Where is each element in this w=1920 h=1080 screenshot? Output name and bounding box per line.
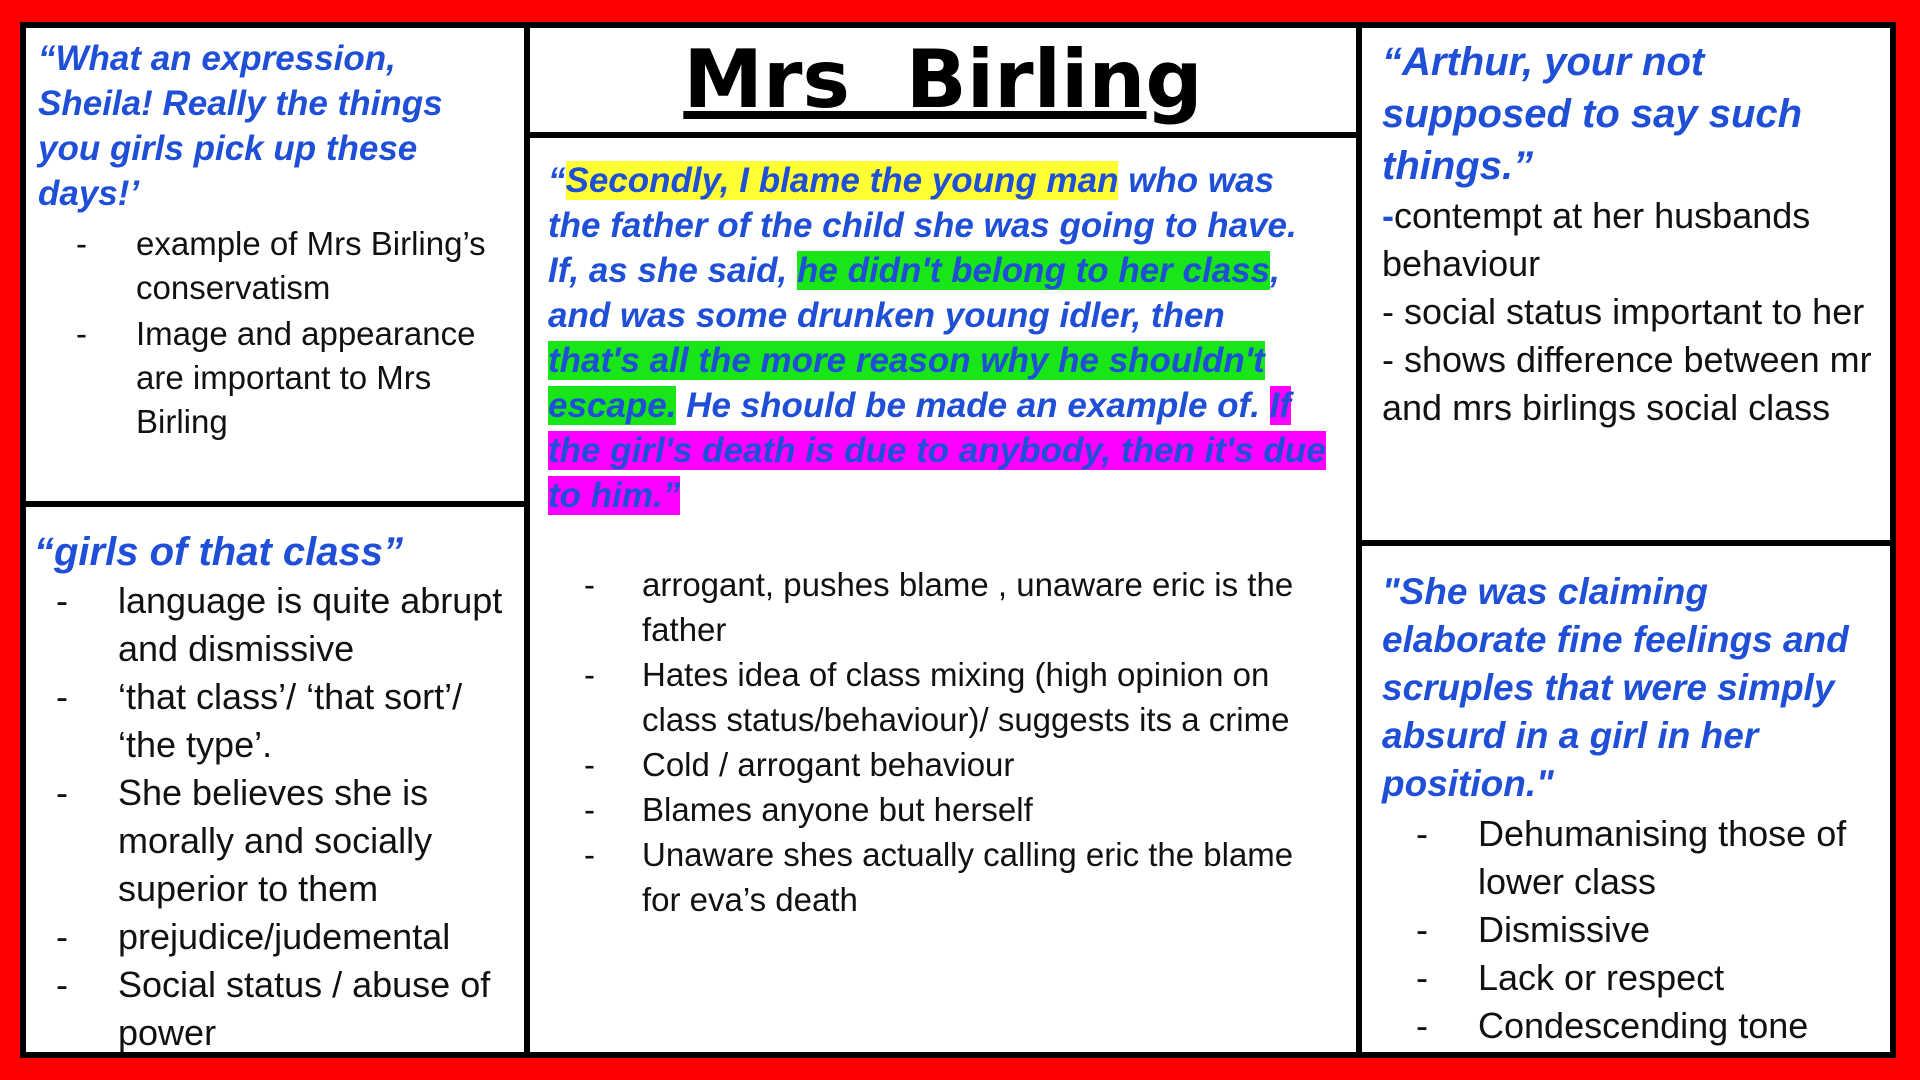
top-right-notes [1382,192,1878,432]
list-item: - She believes she is morally and socially superior to them [56,772,433,909]
list-item: - Cold / arrogant behaviour [584,746,1015,783]
note-line: -contempt at her husbands behaviour [1382,195,1811,284]
list-item: - Condescending tone [1416,1005,1809,1046]
list-item: - Hates idea of class mixing (high opinion on class status/behaviour)/ suggests its a crime [584,656,1290,738]
highlight-green: he didn't belong to her class [797,251,1271,290]
list-item: - language is quite abrupt and dismissive [56,580,503,669]
list-item: - example of Mrs Birling’s conservatism [76,225,486,306]
list-item: - Dehumanising those of lower class [1416,813,1847,902]
quote-segment: He should be made an example of. [676,386,1270,425]
list-item: - Unaware shes actually calling eric the blame for eva’s death [584,836,1294,918]
list-item: - Blames anyone but herself [584,791,1033,828]
page-title: Mrs Birling [683,33,1203,126]
title-panel [524,22,1362,138]
center-points [548,562,1326,922]
list-item: - prejudice/judemental [56,916,451,957]
center-panel [524,132,1362,1058]
list-item: - arrogant, pushes blame , unaware eric is the father [584,566,1294,648]
main-quote [548,158,1326,518]
highlight-magenta: If the girl's death is due to anybody, then it's due to him.” [548,386,1326,515]
quote-girls-of-that-class: “girls of that class” [34,530,403,574]
bottom-left-panel [20,501,530,1058]
bottom-right-panel [1356,540,1896,1058]
top-right-panel [1356,22,1896,546]
top-left-points [38,222,514,444]
highlight-green: that's all the more reason why he shouldn't escape. [548,341,1265,425]
bottom-left-points [34,577,514,1057]
top-left-panel [20,22,530,507]
note-line: - social status important to her [1382,291,1865,332]
quote-claiming-fine-feelings: "She was claiming elaborate fine feelings and scruples that were simply absurd in a girl in her position." [1382,571,1849,804]
quote-arthur: “Arthur, your not supposed to say such things.” [1382,40,1803,188]
list-item: - Social status / abuse of power [56,964,491,1053]
list-item: - Lack or respect [1416,957,1725,998]
quote-segment: who was the father of the child she was going to have. If, as she said, [548,161,1297,290]
quote-segment: “ [548,161,566,200]
note-line: - shows difference between mr and mrs birlings social class [1382,339,1872,428]
quote-segment: , and was some drunken young idler, then [548,251,1280,335]
list-item: - Dismissive [1416,909,1651,950]
list-item: - ‘that class’/ ‘that sort’/ ‘the type’. [56,676,463,765]
highlight-yellow: Secondly, I blame the young man [565,161,1119,200]
bottom-right-points [1382,810,1878,1050]
quote-what-an-expression: “What an expression, Sheila! Really the things you girls pick up these days!’ [38,39,443,213]
list-item: - Image and appearance are important to Mrs Birling [76,315,476,440]
